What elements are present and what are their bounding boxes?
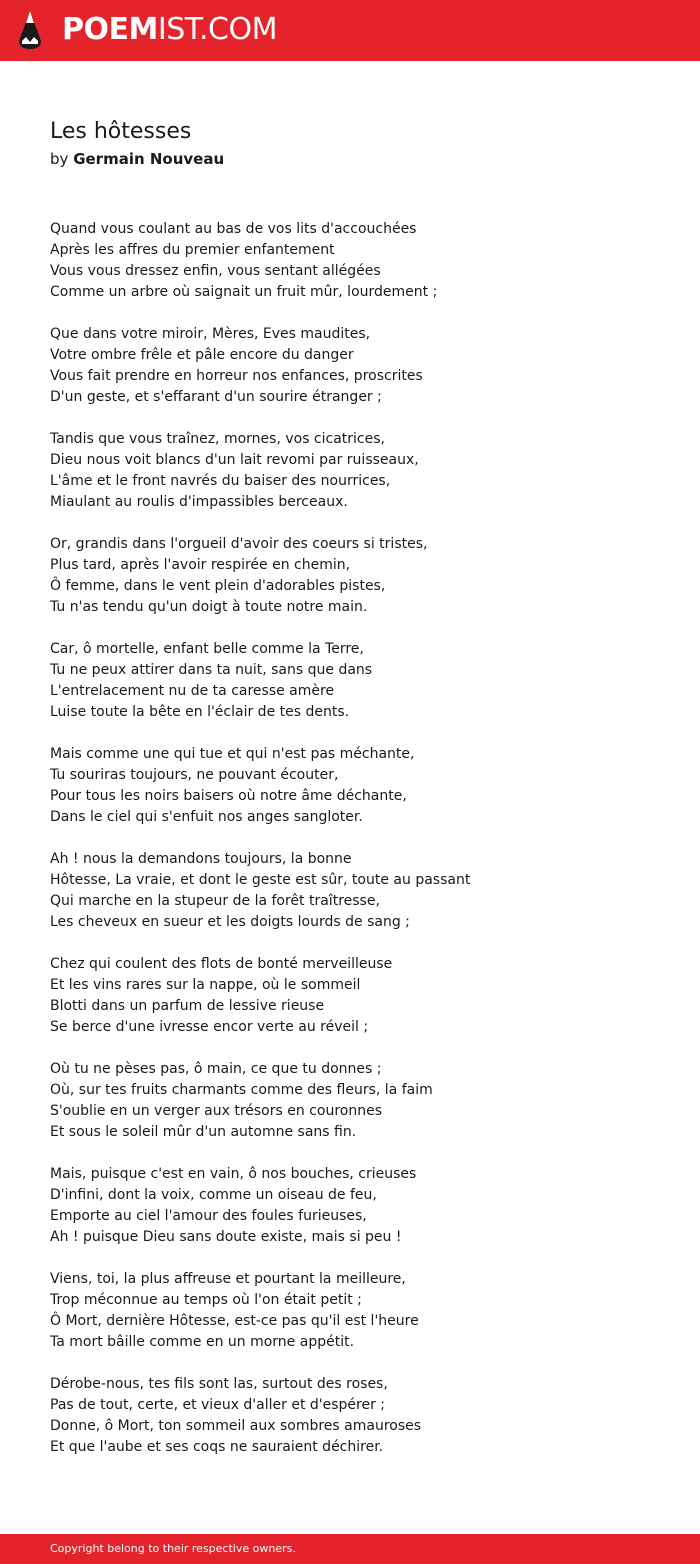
poem-line: Où tu ne pèses pas, ô main, ce que tu donnes ; — [50, 1061, 382, 1077]
poem-line: Et les vins rares sur la nappe, où le sommeil — [50, 977, 361, 993]
poem-line: Ô femme, dans le vent plein d'adorables pistes, — [50, 578, 386, 594]
poem-line: L'entrelacement nu de ta caresse amère — [50, 683, 335, 699]
poem-stanza — [50, 1164, 670, 1248]
poem-line: Se berce d'une ivresse encor verte au réveil ; — [50, 1019, 369, 1035]
poem-line: Hôtesse, La vraie, et dont le geste est sûr, toute au passant — [50, 872, 471, 888]
poem-line: Pour tous les noirs baisers où notre âme déchante, — [50, 788, 407, 804]
poem-stanza — [50, 324, 670, 408]
poem-line: D'infini, dont la voix, comme un oiseau de feu, — [50, 1187, 377, 1203]
by-label: by — [50, 150, 69, 168]
poem-line: Ah ! nous la demandons toujours, la bonne — [50, 851, 352, 867]
logo-text-light: IST.COM — [157, 12, 277, 47]
poem-line: Dieu nous voit blancs d'un lait revomi par ruisseaux, — [50, 452, 419, 468]
poem-line: Miaulant au roulis d'impassibles berceaux. — [50, 494, 348, 510]
poem-line: Luise toute la bête en l'éclair de tes dents. — [50, 704, 350, 720]
poem-line: Tu n'as tendu qu'un doigt à toute notre main. — [50, 599, 368, 615]
site-header — [0, 0, 700, 61]
poem-line: Votre ombre frêle et pâle encore du danger — [50, 347, 354, 363]
logo-text-bold: POEM — [62, 12, 158, 47]
poem-line: S'oublie en un verger aux trésors en couronnes — [50, 1103, 382, 1119]
poem-stanza — [50, 429, 670, 513]
poem-line: Quand vous coulant au bas de vos lits d'accouchées — [50, 221, 417, 237]
poem-line: Où, sur tes fruits charmants comme des fleurs, la faim — [50, 1082, 433, 1098]
poem-line: Vous vous dressez enfin, vous sentant allégées — [50, 263, 381, 279]
poem-line: Plus tard, après l'avoir respirée en chemin, — [50, 557, 351, 573]
poem-line: Qui marche en la stupeur de la forêt traîtresse, — [50, 893, 380, 909]
poem-line: Après les affres du premier enfantement — [50, 242, 335, 258]
poem-line: Vous fait prendre en horreur nos enfances, proscrites — [50, 368, 423, 384]
poem-line: Ô Mort, dernière Hôtesse, est-ce pas qu'il est l'heure — [50, 1313, 419, 1329]
poem-line: Dans le ciel qui s'enfuit nos anges sangloter. — [50, 809, 363, 825]
poem-byline — [50, 149, 224, 169]
poem-line: Comme un arbre où saignait un fruit mûr, lourdement ; — [50, 284, 438, 300]
poem-line: Et que l'aube et ses coqs ne sauraient déchirer. — [50, 1439, 384, 1455]
poem-stanza — [50, 954, 670, 1038]
pencil-tip-icon[interactable] — [17, 9, 43, 51]
poem-line: Et sous le soleil mûr d'un automne sans fin. — [50, 1124, 357, 1140]
poem-line: Mais, puisque c'est en vain, ô nos bouches, crieuses — [50, 1166, 417, 1182]
poem-stanza — [50, 219, 670, 303]
poem-line: Tu ne peux attirer dans ta nuit, sans que dans — [50, 662, 373, 678]
poem-stanza — [50, 534, 670, 618]
poem-stanza — [50, 1059, 670, 1143]
poem-line: Les cheveux en sueur et les doigts lourds de sang ; — [50, 914, 410, 930]
poem-line: Mais comme une qui tue et qui n'est pas méchante, — [50, 746, 415, 762]
poem-line: Chez qui coulent des flots de bonté merveilleuse — [50, 956, 393, 972]
poem-stanza — [50, 1374, 670, 1458]
poem-line: Tandis que vous traînez, mornes, vos cicatrices, — [50, 431, 385, 447]
site-footer — [0, 1534, 700, 1564]
poem-line: Ta mort bâille comme en un morne appétit. — [50, 1334, 355, 1350]
site-logo[interactable] — [62, 12, 277, 48]
poem-line: L'âme et le front navrés du baiser des nourrices, — [50, 473, 391, 489]
poem-line: Ah ! puisque Dieu sans doute existe, mais si peu ! — [50, 1229, 402, 1245]
poem-body — [50, 219, 670, 1479]
poem-stanza — [50, 1269, 670, 1353]
poem-line: Blotti dans un parfum de lessive rieuse — [50, 998, 325, 1014]
poem-line: Emporte au ciel l'amour des foules furieuses, — [50, 1208, 367, 1224]
poem-line: Car, ô mortelle, enfant belle comme la Terre, — [50, 641, 364, 657]
poem-line: Dérobe-nous, tes fils sont las, surtout des roses, — [50, 1376, 388, 1392]
poem-line: D'un geste, et s'effarant d'un sourire étranger ; — [50, 389, 382, 405]
poem-line: Trop méconnue au temps où l'on était petit ; — [50, 1292, 362, 1308]
poem-line: Que dans votre miroir, Mères, Eves maudites, — [50, 326, 371, 342]
poem-title: Les hôtesses — [50, 119, 192, 144]
poem-line: Pas de tout, certe, et vieux d'aller et d'espérer ; — [50, 1397, 386, 1413]
poem-stanza — [50, 849, 670, 933]
poem-line: Donne, ô Mort, ton sommeil aux sombres amauroses — [50, 1418, 422, 1434]
poem-stanza — [50, 744, 670, 828]
copyright-notice: Copyright belong to their respective owners. — [50, 1542, 296, 1555]
poem-author: Germain Nouveau — [73, 150, 225, 168]
poem-line: Or, grandis dans l'orgueil d'avoir des coeurs si tristes, — [50, 536, 428, 552]
poem-line: Tu souriras toujours, ne pouvant écouter, — [50, 767, 339, 783]
poem-line: Viens, toi, la plus affreuse et pourtant la meilleure, — [50, 1271, 406, 1287]
poem-stanza — [50, 639, 670, 723]
